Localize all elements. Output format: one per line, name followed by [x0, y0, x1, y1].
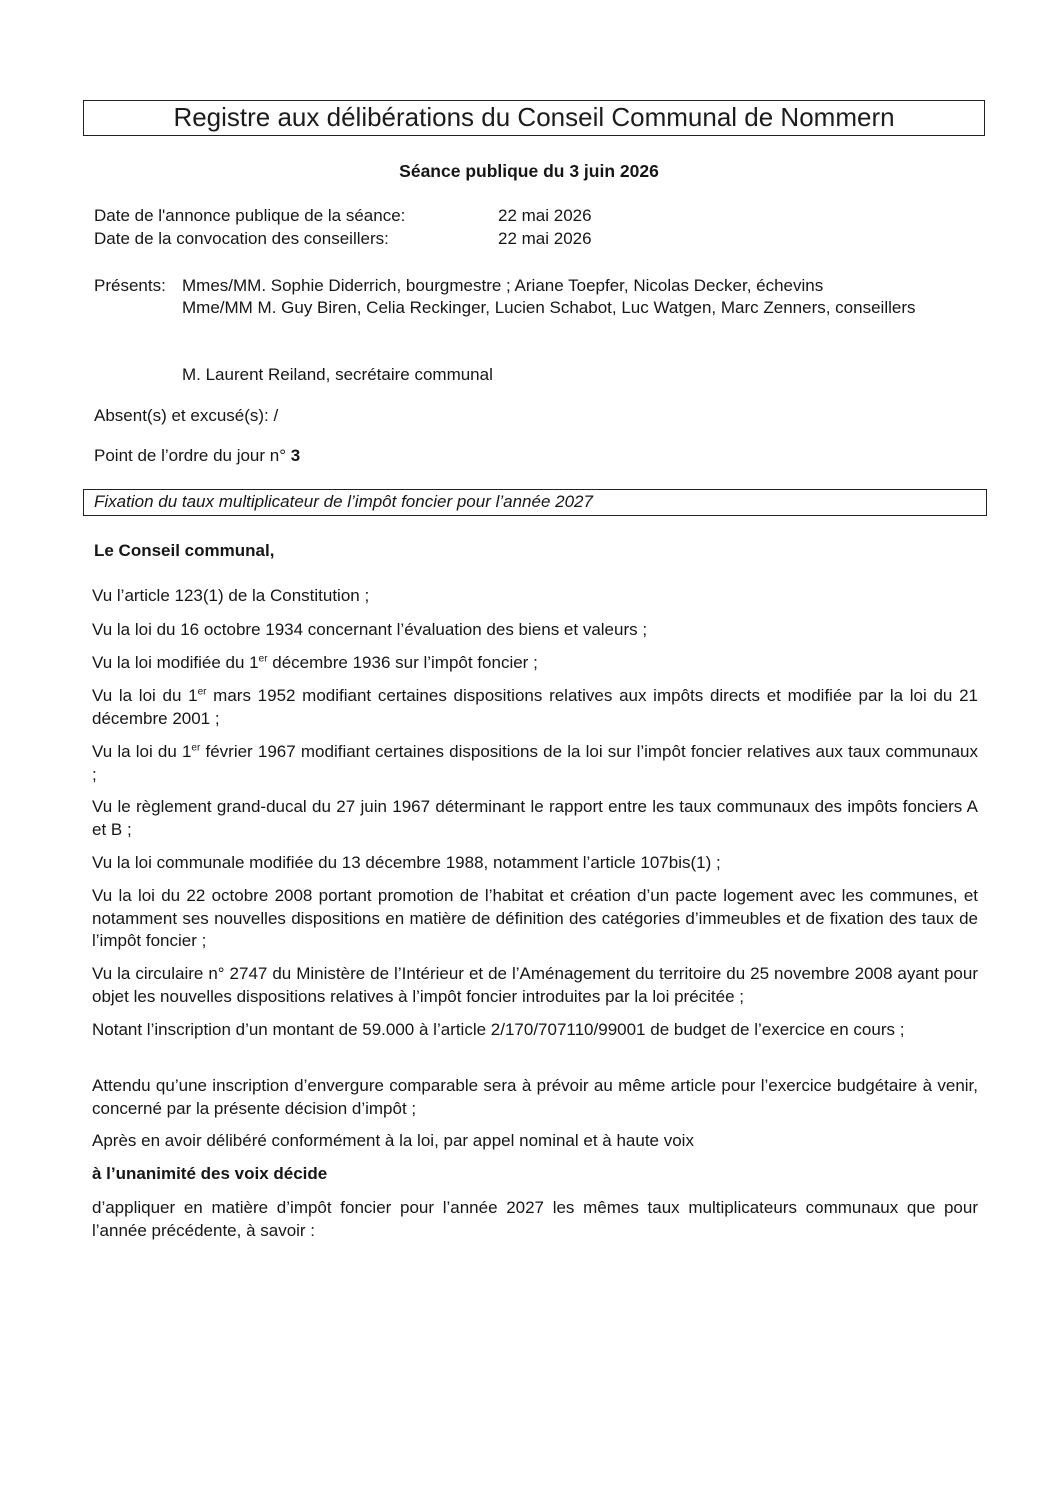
text: Vu la loi du 1 [92, 686, 198, 705]
text: mars 1952 modifiant certaines dispositions relatives aux impôts directs et modifiée par la loi du 21 décembre 2001 ; [92, 686, 978, 728]
date-value: 22 mai 2026 [498, 229, 592, 248]
absents: Absent(s) et excusé(s): / [94, 406, 279, 425]
conclusion: d’appliquer en matière d’impôt foncier pour l’année 2027 les mêmes taux multiplicateurs communaux que pour l’année précédente, à savoir : [92, 1198, 978, 1240]
ordre-number: 3 [290, 446, 301, 465]
vu-loi-1952 [92, 685, 978, 730]
presents-line-1: Mmes/MM. Sophie Diderrich, bourgmestre ; Ariane Toepfer, Nicolas Decker, échevins [182, 276, 824, 295]
date-label: Date de l'annonce publique de la séance: [94, 206, 406, 225]
notant: Notant l’inscription d’un montant de 59.000 à l’article 2/170/707110/99001 de budget de l’exercice en cours ; [92, 1020, 905, 1039]
vu-loi-1988: Vu la loi communale modifiée du 13 décembre 1988, notamment l’article 107bis(1) ; [92, 853, 721, 872]
superscript: er [258, 653, 268, 665]
vu-circulaire: Vu la circulaire n° 2747 du Ministère de l’Intérieur et de l’Aménagement du territoire du 25 novembre 2008 ayant pour objet les nouvelles dispositions relatives à l’impôt foncier introduites par la loi précitée ; [92, 964, 978, 1006]
seance-heading: Séance publique du 3 juin 2026 [399, 161, 659, 181]
attendu: Attendu qu’une inscription d’envergure comparable sera à prévoir au même article pour l’exercice budgétaire à venir, concerné par la présente décision d’impôt ; [92, 1076, 978, 1118]
superscript: er [197, 686, 207, 698]
decision-heading: à l’unanimité des voix décide [92, 1164, 328, 1183]
vu-loi-1967 [92, 741, 978, 786]
date-label: Date de la convocation des conseillers: [94, 229, 389, 248]
presents-line-2: Mme/MM M. Guy Biren, Celia Reckinger, Lucien Schabot, Luc Watgen, Marc Zenners, conseillers [182, 298, 916, 317]
vu-loi-1934: Vu la loi du 16 octobre 1934 concernant l’évaluation des biens et valeurs ; [92, 620, 648, 639]
text: décembre 1936 sur l’impôt foncier ; [267, 653, 538, 672]
subject-box: Fixation du taux multiplicateur de l’impôt foncier pour l’année 2027 [83, 489, 987, 516]
text: février 1967 modifiant certaines dispositions de la loi sur l’impôt foncier relatives aux taux communaux ; [92, 742, 978, 784]
ordre-du-jour [94, 445, 978, 467]
date-value: 22 mai 2026 [498, 206, 592, 225]
vu-loi-2008: Vu la loi du 22 octobre 2008 portant promotion de l’habitat et création d’un pacte logement avec les communes, et notamment ses nouvelles dispositions en matière de définition des catégories d’immeubles et de fixation des taux de l’impôt foncier ; [92, 886, 978, 950]
secretaire: M. Laurent Reiland, secrétaire communal [182, 365, 493, 384]
conseil-heading: Le Conseil communal, [94, 541, 275, 560]
apres: Après en avoir délibéré conformément à la loi, par appel nominal et à haute voix [92, 1131, 694, 1150]
superscript: er [191, 742, 201, 754]
register-title: Registre aux délibérations du Conseil Communal de Nommern [83, 100, 985, 136]
presents-label: Présents: [94, 276, 166, 295]
text: Vu la loi du 1 [92, 742, 192, 761]
vu-constitution: Vu l’article 123(1) de la Constitution ; [92, 586, 370, 605]
vu-loi-1936 [92, 652, 978, 675]
text: Vu la loi modifiée du 1 [92, 653, 259, 672]
ordre-label: Point de l’ordre du jour n° [94, 446, 287, 465]
vu-reglement-1967: Vu le règlement grand-ducal du 27 juin 1967 déterminant le rapport entre les taux communaux des impôts fonciers A et B ; [92, 797, 978, 839]
